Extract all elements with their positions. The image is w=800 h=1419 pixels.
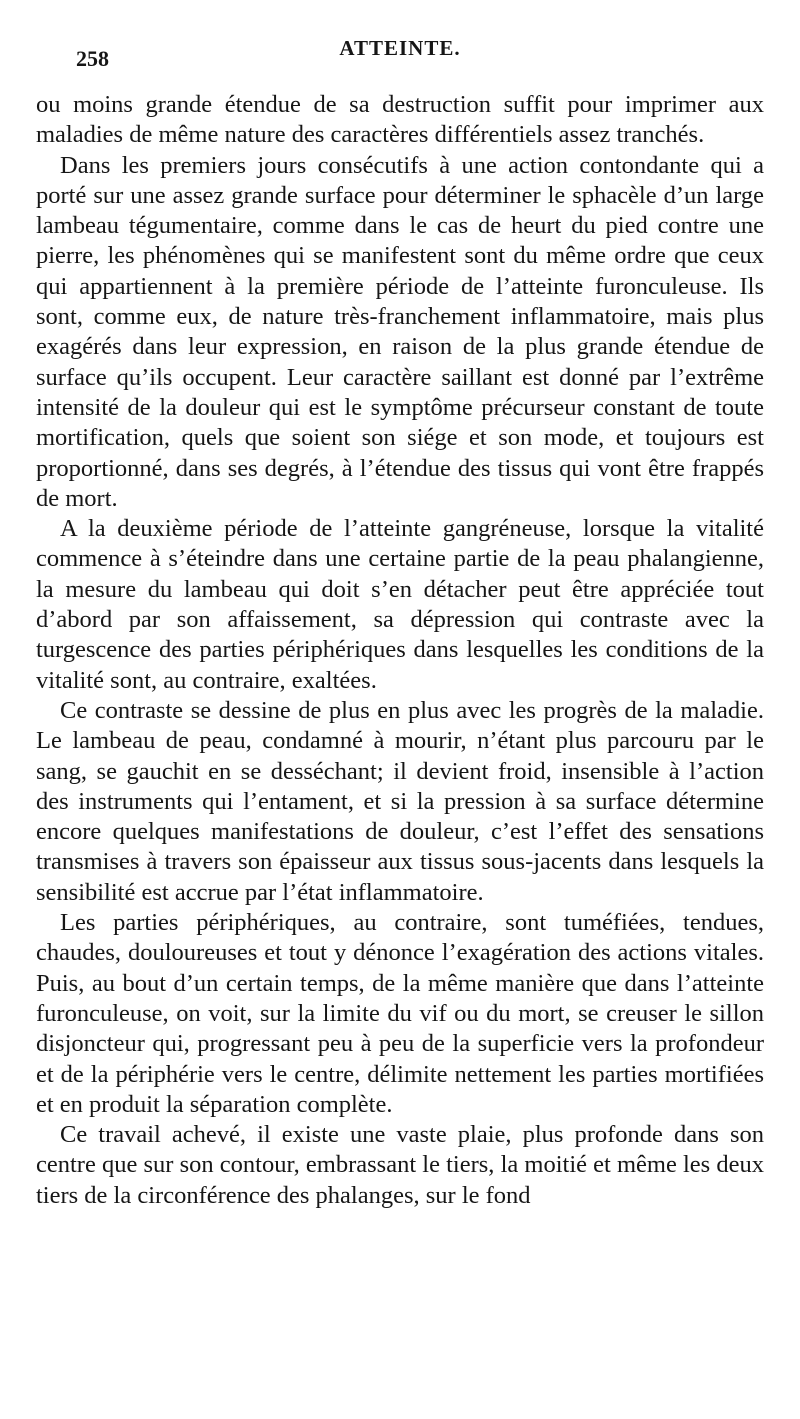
body-text bbox=[36, 90, 764, 1211]
running-head: ATTEINTE. bbox=[339, 36, 461, 60]
page-header bbox=[36, 0, 764, 90]
paragraph: Ce contraste se dessine de plus en plus avec les progrès de la maladie. Le lambeau de peau, condamné à mourir, n’étant plus parcouru par le sang, se gauchit en se desséchant; il devient froid, insensible à l’action des instruments qui l’entament, et si la pression à sa surface détermine encore quelques manifestations de douleur, c’est l’effet des sensations transmises à travers son épaisseur aux tissus sous-jacents dans lesquels la sensibilité est accrue par l’état inflammatoire. bbox=[36, 696, 764, 906]
paragraph-continuation: ou moins grande étendue de sa destruction suffit pour imprimer aux maladies de même nature des caractères différentiels assez tranchés. bbox=[36, 91, 764, 149]
paragraph: Ce travail achevé, il existe une vaste plaie, plus profonde dans son centre que sur son contour, embrassant le tiers, la moitié et même les deux tiers de la circonférence des phalanges, sur le fond bbox=[36, 1121, 764, 1209]
paragraph: Les parties périphériques, au contraire, sont tuméfiées, tendues, chaudes, douloureuses et tout y dénonce l’exagération des actions vitales. Puis, au bout d’un certain temps, de la même manière que dans l’atteinte furonculeuse, on voit, sur la limite du vif ou du mort, se creuser le sillon disjoncteur qui, progressant peu à peu de la superficie vers la profondeur et de la périphérie vers le centre, délimite nettement les parties mortifiées et en produit la séparation complète. bbox=[36, 909, 764, 1118]
paragraph: Dans les premiers jours consécutifs à une action contondante qui a porté sur une assez grande surface pour déterminer le sphacèle d’un large lambeau tégumentaire, comme dans le cas de heurt du pied contre une pierre, les phénomènes qui se manifestent sont du même ordre que ceux qui appartiennent à la première période de l’atteinte furonculeuse. Ils sont, comme eux, de nature très-franchement inflammatoire, mais plus exagérés dans leur expression, en raison de la plus grande étendue de surface qu’ils occupent. Leur caractère saillant est donné par l’extrême intensité de la douleur qui est le symptôme précurseur constant de toute mortification, quels que soient son siége et son mode, et toujours est proportionné, dans ses degrés, à l’étendue des tissus qui vont être frappés de mort. bbox=[36, 151, 764, 512]
page-number: 258 bbox=[76, 46, 109, 71]
paragraph: A la deuxième période de l’atteinte gangréneuse, lorsque la vitalité commence à s’éteindre dans une certaine partie de la peau phalangienne, la mesure du lambeau qui doit s’en détacher peut être appréciée tout d’abord par son affaissement, sa dépression qui contraste avec la turgescence des parties périphériques dans lesquelles les conditions de la vitalité sont, au contraire, exaltées. bbox=[36, 515, 764, 694]
